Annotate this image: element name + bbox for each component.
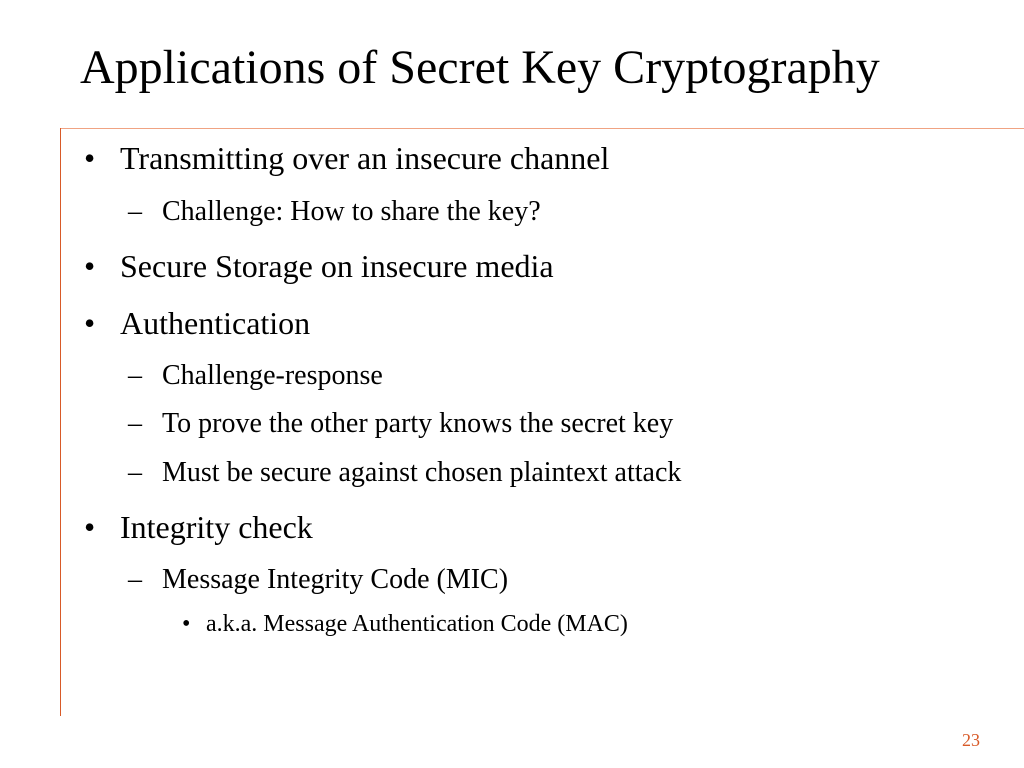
dash-marker: – — [128, 196, 142, 227]
sub-bullet-text: Message Integrity Code (MIC) — [162, 564, 509, 595]
dash-marker: – — [128, 408, 142, 439]
page-number: 23 — [962, 730, 980, 750]
bullet-text: Transmitting over an insecure channel — [120, 140, 610, 176]
sub-bullet-text: To prove the other party knows the secret key — [162, 408, 674, 439]
bullet-text: Authentication — [120, 305, 311, 341]
sub-bullet-text: Challenge-response — [162, 360, 383, 391]
sub-bullet-text: Challenge: How to share the key? — [162, 196, 541, 227]
bullet-text: Secure Storage on insecure media — [120, 248, 554, 284]
bullet-marker: • — [84, 140, 96, 176]
bullet-marker: • — [182, 611, 191, 637]
dash-marker: – — [128, 564, 142, 595]
bullet-marker: • — [84, 248, 96, 284]
sub-bullet-text: Must be secure against chosen plaintext attack — [162, 457, 682, 488]
sub-sub-bullet-text: a.k.a. Message Authentication Code (MAC) — [206, 611, 628, 637]
bullet-marker: • — [84, 305, 96, 341]
bullet-text: Integrity check — [120, 509, 313, 545]
dash-marker: – — [128, 360, 142, 391]
bullet-marker: • — [84, 509, 96, 545]
slide-title: Applications of Secret Key Cryptography — [80, 41, 880, 94]
dash-marker: – — [128, 457, 142, 488]
